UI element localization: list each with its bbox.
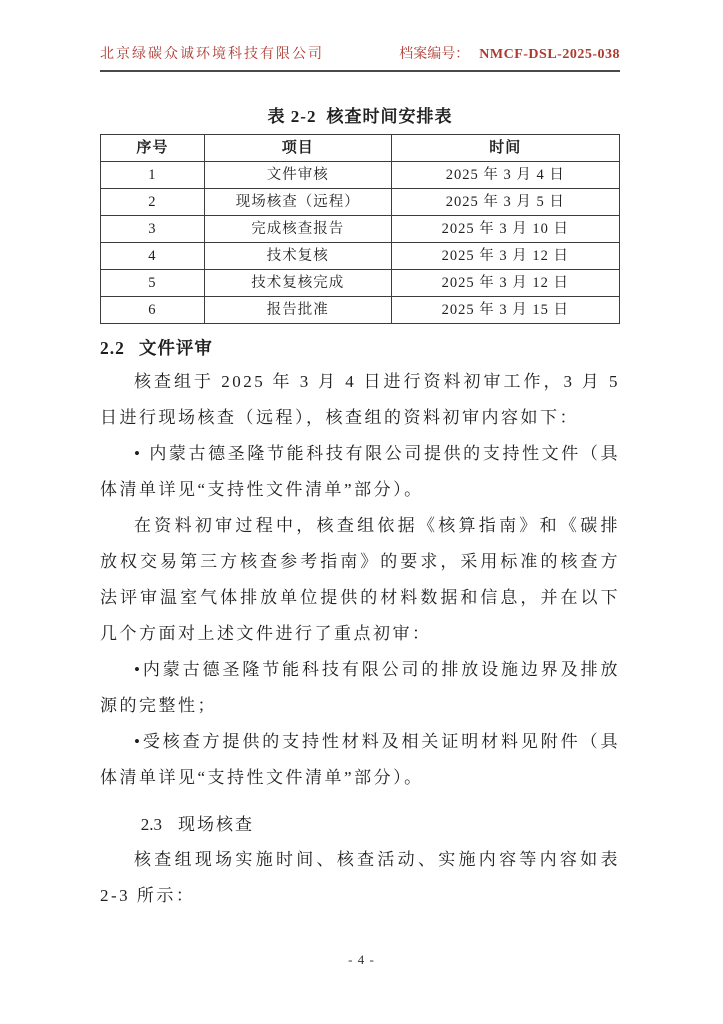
table-caption-number: 表 2-2 [267,107,317,126]
cell-seq: 3 [101,216,205,243]
section-number: 2.3 [140,815,163,834]
cell-item: 现场核查（远程） [204,189,391,216]
cell-time: 2025 年 3 月 12 日 [391,243,619,270]
paragraph: 在资料初审过程中，核查组依据《核算指南》和《碳排放权交易第三方核查参考指南》的要求，采用标准的核查方法评审温室气体排放单位提供的材料数据和信息，并在以下几个方面对上述文件进行了重点初审： [100,516,620,643]
company-name: 北京绿碳众诚环境科技有限公司 [100,47,324,62]
cell-seq: 4 [101,243,205,270]
cell-item: 完成核查报告 [204,216,391,243]
table-row [101,189,620,216]
cell-item: 技术复核 [204,243,391,270]
cell-item: 技术复核完成 [204,270,391,297]
cell-item: 文件审核 [204,162,391,189]
section-heading-2-3 [100,808,620,842]
page-number: - 4 - [348,952,375,967]
table-header-row [101,135,620,162]
archive-number: NMCF-DSL-2025-038 [479,47,620,62]
cell-seq: 6 [101,297,205,324]
cell-seq: 5 [101,270,205,297]
table-caption-title: 核查时间安排表 [326,107,453,126]
table-row [101,270,620,297]
document-header [100,46,620,72]
table-row [101,297,620,324]
section-heading-2-2 [100,332,620,364]
cell-item: 报告批准 [204,297,391,324]
archive-field [399,46,620,64]
section-number: 2.2 [100,338,125,358]
bullet-paragraph: • 内蒙古德圣隆节能科技有限公司提供的支持性文件（具体清单详见“支持性文件清单”部分）。 [100,444,620,499]
bullet-paragraph: •内蒙古德圣隆节能科技有限公司的排放设施边界及排放源的完整性； [100,660,620,715]
cell-time: 2025 年 3 月 4 日 [391,162,619,189]
cell-time: 2025 年 3 月 10 日 [391,216,619,243]
bullet-paragraph: •受核查方提供的支持性材料及相关证明材料见附件（具体清单详见“支持性文件清单”部分）。 [100,732,620,787]
schedule-table [100,134,620,324]
section-title: 现场核查 [178,815,255,834]
table-row [101,243,620,270]
cell-seq: 1 [101,162,205,189]
cell-time: 2025 年 3 月 12 日 [391,270,619,297]
archive-label: 档案编号： [399,47,470,62]
cell-time: 2025 年 3 月 5 日 [391,189,619,216]
cell-seq: 2 [101,189,205,216]
column-header-item: 项目 [204,135,391,162]
column-header-time: 时间 [391,135,619,162]
table-row [101,162,620,189]
column-header-seq: 序号 [101,135,205,162]
paragraph: 核查组于 2025 年 3 月 4 日进行资料初审工作，3 月 5 日进行现场核查（远程），核查组的资料初审内容如下： [100,372,620,427]
table-caption [100,102,620,127]
table-row [101,216,620,243]
cell-time: 2025 年 3 月 15 日 [391,297,619,324]
section-title: 文件评审 [138,338,213,358]
paragraph: 核查组现场实施时间、核查活动、实施内容等内容如表 2-3 所示： [100,850,620,905]
